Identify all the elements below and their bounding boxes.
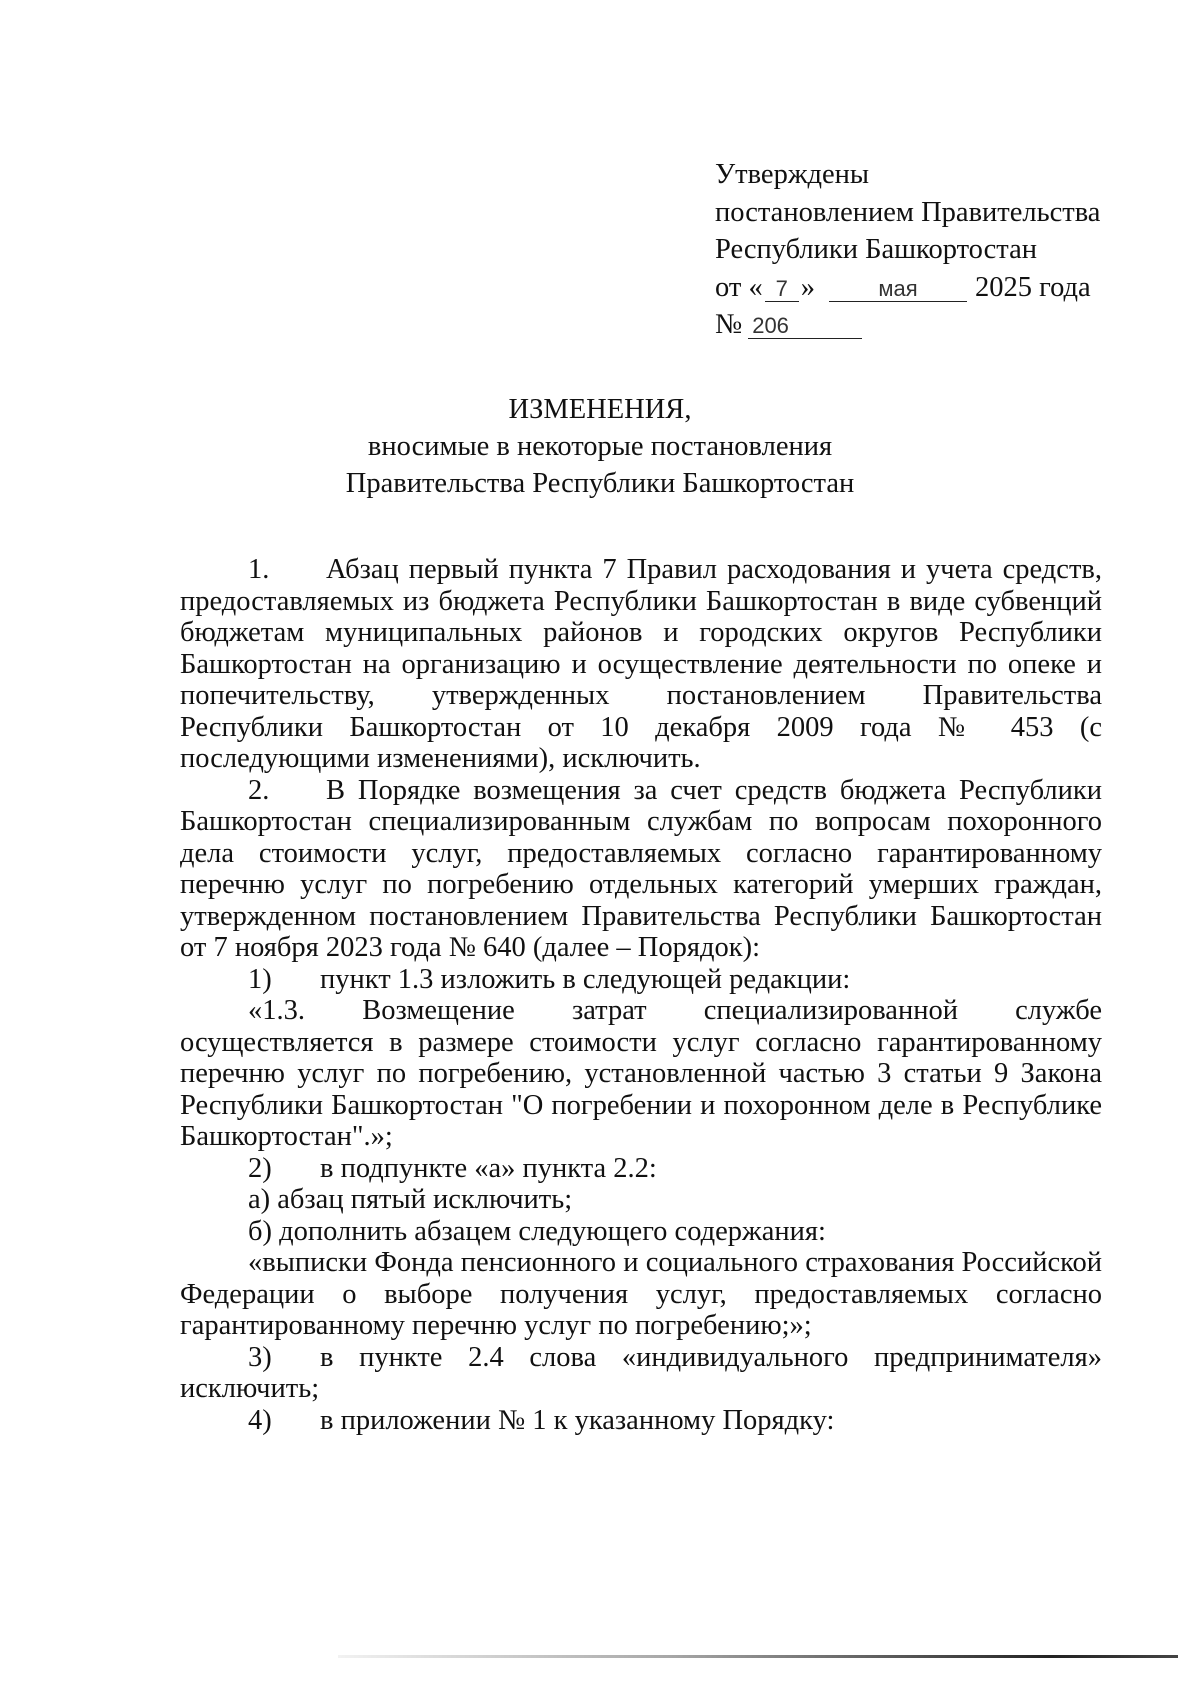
subitem-number: 2) <box>248 1152 272 1184</box>
approval-line-2: постановлением Правительства <box>715 196 1101 228</box>
date-prefix: от « <box>715 271 763 303</box>
paragraph-1 <box>180 554 1102 775</box>
date-month-field: мая <box>829 277 967 302</box>
approval-stamp <box>715 156 1100 344</box>
approval-number-line <box>715 306 1100 344</box>
title-main: ИЗМЕНЕНИЯ, <box>508 394 692 425</box>
subitem-2-quote: «выписки Фонда пенсионного и социального страхования Российской Федерации о выборе получения услуг, предоставляемых согласно гарантированному перечню услуг по погребению;»; <box>180 1247 1102 1341</box>
approval-date-line <box>715 269 1100 307</box>
subitem-2-a: а) абзац пятый исключить; <box>248 1184 573 1215</box>
date-day-field: 7 <box>765 277 799 302</box>
subitem-number: 1) <box>248 963 272 995</box>
subitem-3 <box>180 1342 1102 1405</box>
subitem-1 <box>180 964 1102 996</box>
date-mid: » <box>800 271 815 303</box>
subitem-text: в подпункте «а» пункта 2.2: <box>320 1152 657 1184</box>
subitem-number: 3) <box>248 1341 272 1373</box>
subitem-4 <box>180 1405 1102 1437</box>
approval-line-1: Утверждены <box>715 159 870 190</box>
title-sub-2: Правительства Республики Башкортостан <box>345 468 855 499</box>
title-sub-1: вносимые в некоторые постановления <box>367 431 833 462</box>
subitem-1-quote: «1.3. Возмещение затрат специализированной службе осуществляется в размере стоимости услуг согласно гарантированному перечню услуг по погребению, установленной частью 3 статьи 9 Закона Республики Башкортостан "О погребении и похоронном деле в Республике Башкортостан".»; <box>180 995 1102 1152</box>
subitem-text: в приложении № 1 к указанному Порядку: <box>320 1404 835 1436</box>
number-field: 206 <box>748 314 862 339</box>
paragraph-number: 2. <box>248 774 270 806</box>
approval-line-3: Республики Башкортостан <box>715 234 1037 265</box>
paragraph-text: Абзац первый пункта 7 Правил расходования и учета средств, предоставляемых из бюджета Республики Башкортостан в виде субвенций бюджетам муниципальных районов и городских округов Республики Башкортостан на организацию и осуществление деятельности по опеке и попечительству, утвержденных постановлением Правительства Республики Башкортостан от 10 декабря 2009 года № 453 (с последующими изменениями), исключить. <box>180 554 1102 774</box>
paragraph-number: 1. <box>248 554 270 585</box>
paragraph-text: В Порядке возмещения за счет средств бюджета Республики Башкортостан специализированным службам по вопросам похоронного дела стоимости услуг, предоставляемых согласно гарантированному перечню услуг по погребению отдельных категорий умерших граждан, утвержденном постановлением Правительства Республики Башкортостан от 7 ноября 2023 года № 640 (далее – Порядок): <box>180 774 1102 963</box>
number-prefix: № <box>715 309 743 340</box>
subitem-text: в пункте 2.4 слова «индивидуального предпринимателя» исключить; <box>180 1341 1102 1404</box>
subitem-2 <box>180 1153 1102 1185</box>
document-body <box>180 554 1102 1436</box>
scan-edge-line <box>338 1655 1178 1658</box>
subitem-2-b: б) дополнить абзацем следующего содержания: <box>248 1215 826 1247</box>
subitem-text: пункт 1.3 изложить в следующей редакции: <box>320 963 851 995</box>
paragraph-2 <box>180 775 1102 964</box>
document-title <box>0 391 1200 502</box>
date-year: 2025 года <box>974 271 1091 303</box>
subitem-number: 4) <box>248 1404 272 1436</box>
